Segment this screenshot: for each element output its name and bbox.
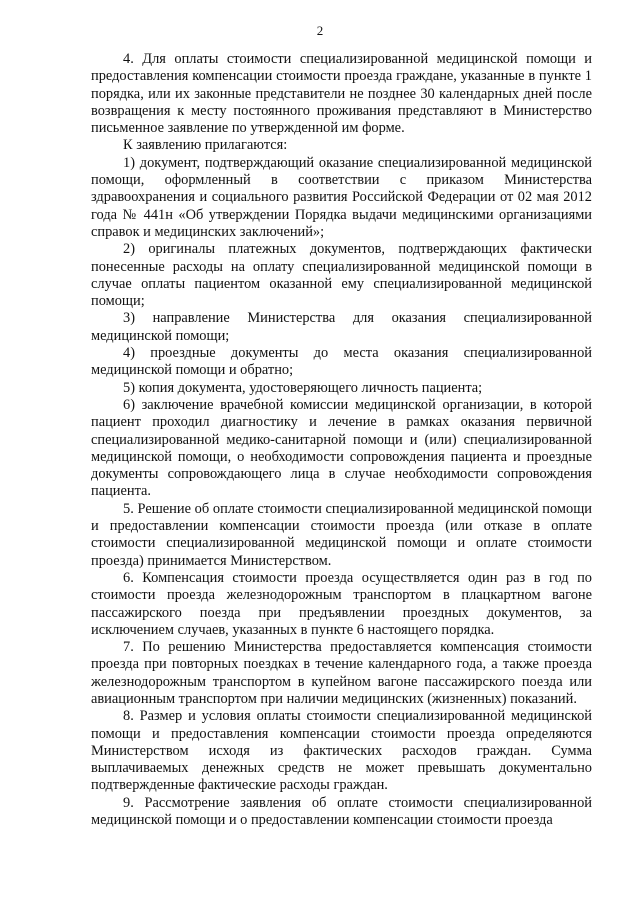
attachment-item-1: 1) документ, подтверждающий оказание специализированной медицинской помощи, оформленный в соответствии с приказом Министерства здравоохранения и социального развития Российской Федерации от 02 мая 2012 года № 441н «Об утверждении Порядка выдачи медицинскими организациями справок и медицинских заключений»;: [91, 154, 592, 240]
paragraph-7: 7. По решению Министерства предоставляется компенсация стоимости проезда при повторных поездках в течение календарного года, а также проезда железнодорожным транспортом в купейном вагоне пассажирского поезда или авиационным транспортом при наличии медицинских (жизненных) показаний.: [91, 639, 592, 707]
paragraph-8: 8. Размер и условия оплаты стоимости специализированной медицинской помощи и предоставления компенсации стоимости проезда определяются Министерством исходя из фактических расходов граждан. Сумма выплачиваемых денежных средств не может превышать документально подтвержденные фактические расходы граждан.: [91, 708, 592, 794]
paragraph-4: 4. Для оплаты стоимости специализированной медицинской помощи и предоставления компенсации стоимости проезда граждане, указанные в пункте 1 порядка, или их законные представители не позднее 30 календарных дней после возвращения к месту постоянного проживания представляют в Министерство письменное заявление по утвержденной им форме.: [91, 51, 592, 137]
attachment-item-5: 5) копия документа, удостоверяющего личность пациента;: [123, 379, 483, 396]
paragraph-9: 9. Рассмотрение заявления об оплате стоимости специализированной медицинской помощи и о предоставлении компенсации стоимости проезда: [91, 794, 592, 829]
document-body: [91, 51, 592, 829]
attachment-item-2: 2) оригиналы платежных документов, подтверждающих фактически понесенные расходы на оплату специализированной медицинской помощи в случае оплаты пациентом оказанной ему специализированной медицинской помощи;: [91, 241, 592, 310]
page-number: 2: [316, 23, 324, 38]
attachments-intro: К заявлению прилагаются:: [123, 137, 288, 154]
paragraph-6: 6. Компенсация стоимости проезда осуществляется один раз в год по стоимости проезда железнодорожным транспортом в плацкартном вагоне пассажирского поезда при предъявлении проездных документов, за исключением случаев, указанных в пункте 6 настоящего порядка.: [91, 569, 592, 638]
attachment-item-4: 4) проездные документы до места оказания специализированной медицинской помощи и обратно;: [91, 345, 592, 379]
attachment-item-3: 3) направление Министерства для оказания специализированной медицинской помощи;: [91, 310, 592, 344]
paragraph-5: 5. Решение об оплате стоимости специализированной медицинской помощи и предоставлении компенсации стоимости проезда (или отказе в оплате стоимости специализированной медицинской помощи и оплате стоимости проезда) принимается Министерством.: [91, 500, 592, 569]
attachment-item-6: 6) заключение врачебной комиссии медицинской организации, в которой пациент проходил диагностику и лечение в рамках оказания первичной специализированной медико-санитарной помощи и (или) специализированной медицинской помощи, о необходимости сопровождения пациента и проездные документы сопровождающего лица в случае необходимости сопровождения пациента.: [91, 396, 592, 500]
